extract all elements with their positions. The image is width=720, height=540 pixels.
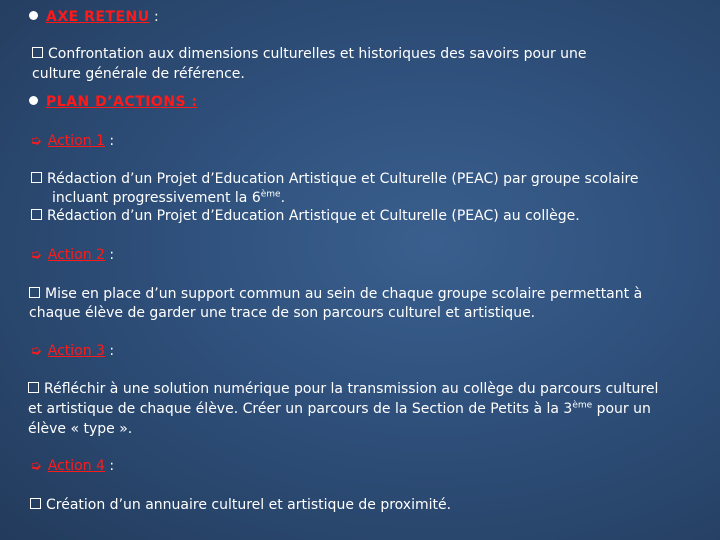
axe-text-1: Confrontation aux dimensions culturelles et historiques des savoirs pour une — [48, 46, 587, 62]
right-arrow-icon: ➭ — [30, 343, 42, 359]
checkbox-square-icon — [29, 287, 40, 298]
checkbox-square-icon — [31, 172, 42, 183]
filled-circle-icon — [29, 11, 38, 20]
action-3-text2: et artistique de chaque élève. Créer un parcours de la Section de Petits à la 3 — [28, 401, 573, 417]
action-4-title: Action 4 — [47, 458, 105, 474]
axe-heading: AXE RETENU — [46, 9, 150, 25]
action-1-item-1-line2 — [52, 189, 285, 208]
checkbox-square-icon — [30, 498, 41, 509]
axe-text-line1 — [32, 45, 587, 64]
action-3-title: Action 3 — [47, 343, 105, 359]
action-4-colon: : — [104, 458, 115, 474]
action-2-line2: chaque élève de garder une trace de son parcours culturel et artistique. — [29, 305, 536, 321]
action-3-line1 — [28, 380, 658, 399]
axe-heading-line — [29, 8, 159, 27]
action-4-line1 — [30, 496, 451, 515]
action-3-text1: Réfléchir à une solution numérique pour la transmission au collège du parcours culturel — [44, 381, 659, 397]
checkbox-square-icon — [28, 382, 39, 393]
right-arrow-icon: ➭ — [30, 247, 42, 263]
action-1-item-1-sup: ème — [260, 189, 281, 200]
action-1-item-1-line1 — [31, 170, 639, 189]
action-2-line1 — [29, 285, 642, 304]
action-1-title-line — [30, 132, 114, 151]
action-2-text1: Mise en place d’un support commun au sein de chaque groupe scolaire permettant à — [45, 286, 643, 302]
plan-heading-line — [29, 93, 198, 112]
action-2-title-line — [30, 246, 114, 265]
action-1-item-1-text: Rédaction d’un Projet d’Education Artistique et Culturelle (PEAC) par groupe scolaire — [47, 171, 639, 187]
filled-circle-icon — [29, 96, 38, 105]
right-arrow-icon: ➭ — [30, 133, 42, 149]
action-1-item-2-text: Rédaction d’un Projet d’Education Artistique et Culturelle (PEAC) au collège. — [47, 208, 580, 224]
action-1-item-2-line1 — [31, 207, 580, 226]
action-2-title: Action 2 — [47, 247, 105, 263]
axe-text-line2: culture générale de référence. — [32, 66, 245, 82]
action-1-item-1-text2: incluant progressivement la 6 — [52, 190, 261, 206]
action-3-colon: : — [104, 343, 115, 359]
action-2-colon: : — [104, 247, 115, 263]
action-3-sup: ème — [572, 400, 593, 411]
action-4-title-line — [30, 457, 114, 476]
action-3-post: pour un — [592, 401, 651, 417]
action-1-colon: : — [104, 133, 115, 149]
axe-heading-colon: : — [149, 9, 159, 25]
action-1-item-1-post: . — [280, 190, 286, 206]
action-1-title: Action 1 — [47, 133, 105, 149]
action-3-line2 — [28, 400, 651, 419]
right-arrow-icon: ➭ — [30, 458, 42, 474]
action-4-text1: Création d’un annuaire culturel et artistique de proximité. — [46, 497, 452, 513]
action-3-title-line — [30, 342, 114, 361]
checkbox-square-icon — [31, 209, 42, 220]
checkbox-square-icon — [32, 47, 43, 58]
action-3-line3: élève « type ». — [28, 421, 133, 437]
plan-heading: PLAN D’ACTIONS : — [46, 94, 198, 110]
